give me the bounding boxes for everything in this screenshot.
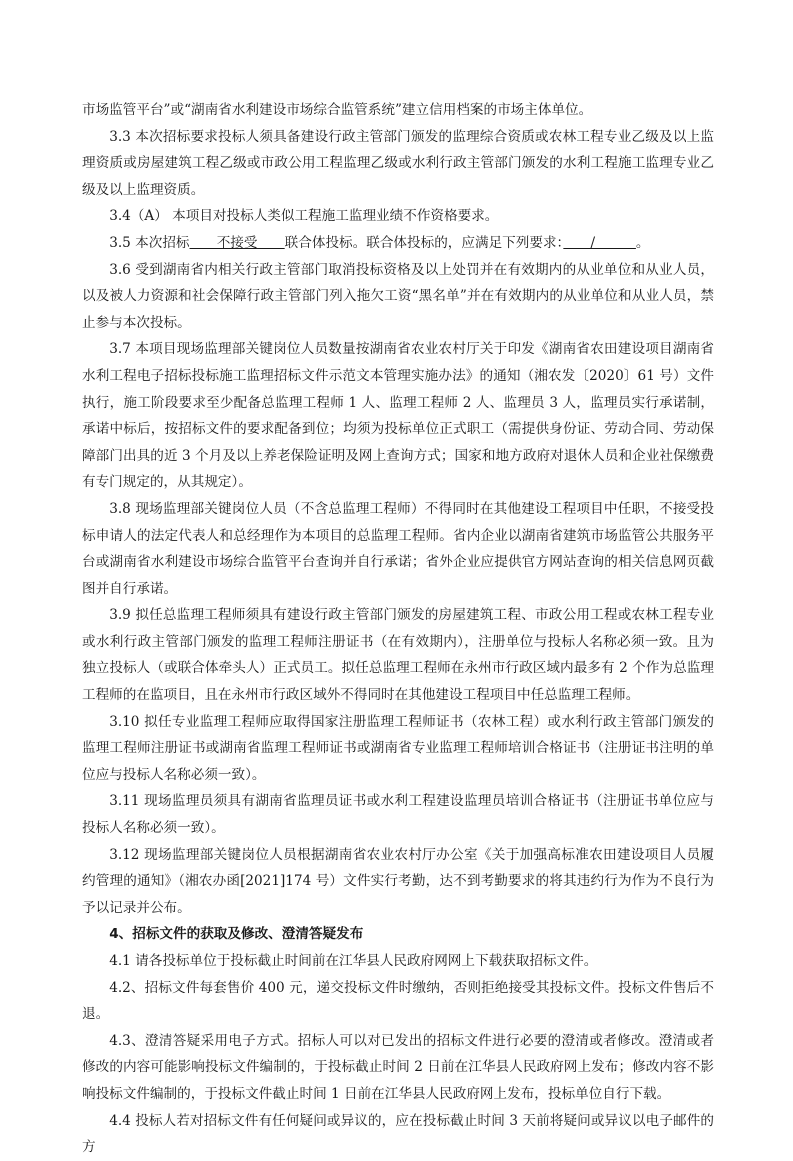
paragraph-4-1: 4.1 请各投标单位于投标截止时间前在江华县人民政府网网上下载获取招标文件。 xyxy=(109,953,598,969)
paragraph-4-2: 4.2、招标文件每套售价 400 元，递交投标文件时缴纳，否则拒绝接受其投标文件。投标文件售后不退。 xyxy=(82,979,714,1023)
paragraph-continuation: 市场监管平台”或“湖南省水利建设市场综合监管系统”建立信用档案的市场主体单位。 xyxy=(82,102,593,118)
paragraph-4-4: 4.4 投标人若对招标文件有任何疑问或异议的，应在投标截止时间 3 天前将疑问或异议以电子邮件的方 xyxy=(82,1112,714,1156)
paragraph-3-5-post: 。 xyxy=(635,234,650,251)
paragraph-3-4: 3.4（A） 本项目对投标人类似工程施工监理业绩不作资格要求。 xyxy=(109,208,499,225)
paragraph-4-3: 4.3、澄清答疑采用电子方式。招标人可以对已发出的招标文件进行必要的澄清或者修改。澄清或者修改的内容可能影响投标文件编制的，于投标截止时间 2 日前在江华县人民政府网上发布；修改内容不影响投标文件编制的，于投标文件截止时间 1 日前在江华县人民政府网上发布，投标单位自行下载。 xyxy=(82,1032,714,1102)
paragraph-3-12: 3.12 现场监理部关键岗位人员根据湖南省农业农村厅办公室《关于加强高标准农田建设项目人员履约管理的通知》（湘农办函[2021]174 号）文件实行考勤，达不到考勤要求的将其违约行为作为不良行为予以记录并公布。 xyxy=(82,846,714,916)
paragraph-3-11: 3.11 现场监理员须具有湖南省监理员证书或水利工程建设监理员培训合格证书（注册证书单位应与投标人名称必须一致）。 xyxy=(82,793,714,837)
paragraph-3-5 xyxy=(82,230,714,257)
paragraph-3-7: 3.7 本项目现场监理部关键岗位人员数量按湖南省农业农村厅关于印发《湖南省农田建设项目湖南省水利工程电子招标投标施工监理招标文件示范文本管理实施办法》的通知（湘农发〔2020〕61 号）文件执行，施工阶段要求至少配备总监理工程师 1 人、监理工程师 2 人、监理员 3 人，监理员实行承诺制，承诺中标后，按招标文件的要求配备到位；均须为投标单位正式职工（需提供身份证、劳动合同、劳动保障部门出具的近 3 个月及以上养老保险证明及网上查询方式；国家和地方政府对退休人员和企业社保缴费有专门规定的，从其规定）。 xyxy=(82,341,714,491)
paragraph-3-5-pre: 3.5 本次招标 xyxy=(109,234,190,251)
paragraph-3-3: 3.3 本次招标要求投标人须具备建设行政主管部门颁发的监理综合资质或农林工程专业乙级及以上监理资质或房屋建筑工程乙级或市政公用工程监理乙级或水利行政主管部门颁发的水利工程施工监理专业乙级及以上监理资质。 xyxy=(82,128,714,198)
consortium-answer: 不接受 xyxy=(189,234,285,251)
document-page xyxy=(82,97,714,1161)
paragraph-3-6: 3.6 受到湖南省内相关行政主管部门取消投标资格及以上处罚并在有效期内的从业单位和从业人员，以及被人力资源和社会保障行政主管部门列入拖欠工资“黑名单”并在有效期内的从业单位和从业人员，禁止参与本次投标。 xyxy=(82,261,714,331)
paragraph-3-5-mid: 联合体投标。联合体投标的，应满足下列要求： xyxy=(284,234,564,251)
paragraph-3-8: 3.8 现场监理部关键岗位人员（不含总监理工程师）不得同时在其他建设工程项目中任职，不接受投标申请人的法定代表人和总经理作为本项目的总监理工程师。省内企业以湖南省建筑市场监管公共服务平台或湖南省水利建设市场综合监管平台查询并自行承诺；省外企业应提供官方网站查询的相关信息网页截图并自行承诺。 xyxy=(82,500,714,597)
paragraph-3-9: 3.9 拟任总监理工程师须具有建设行政主管部门颁发的房屋建筑工程、市政公用工程或农林工程专业或水利行政主管部门颁发的监理工程师注册证书（在有效期内），注册单位与投标人名称必须一致。且为独立投标人（或联合体牵头人）正式员工。拟任总监理工程师在永州市行政区域内最多有 2 个作为总监理工程师的在监项目，且在永州市行政区域外不得同时在其他建设工程项目中任总监理工程师。 xyxy=(82,607,714,704)
section-heading-4: 4、招标文件的获取及修改、澄清答疑发布 xyxy=(109,926,364,943)
paragraph-3-10: 3.10 拟任专业监理工程师应取得国家注册监理工程师证书（农林工程）或水利行政主管部门颁发的监理工程师注册证书或湖南省监理工程师证书或湖南省专业监理工程师培训合格证书（注册证书注明的单位应与投标人名称必须一致）。 xyxy=(82,713,714,783)
consortium-requirements: / xyxy=(563,234,636,251)
